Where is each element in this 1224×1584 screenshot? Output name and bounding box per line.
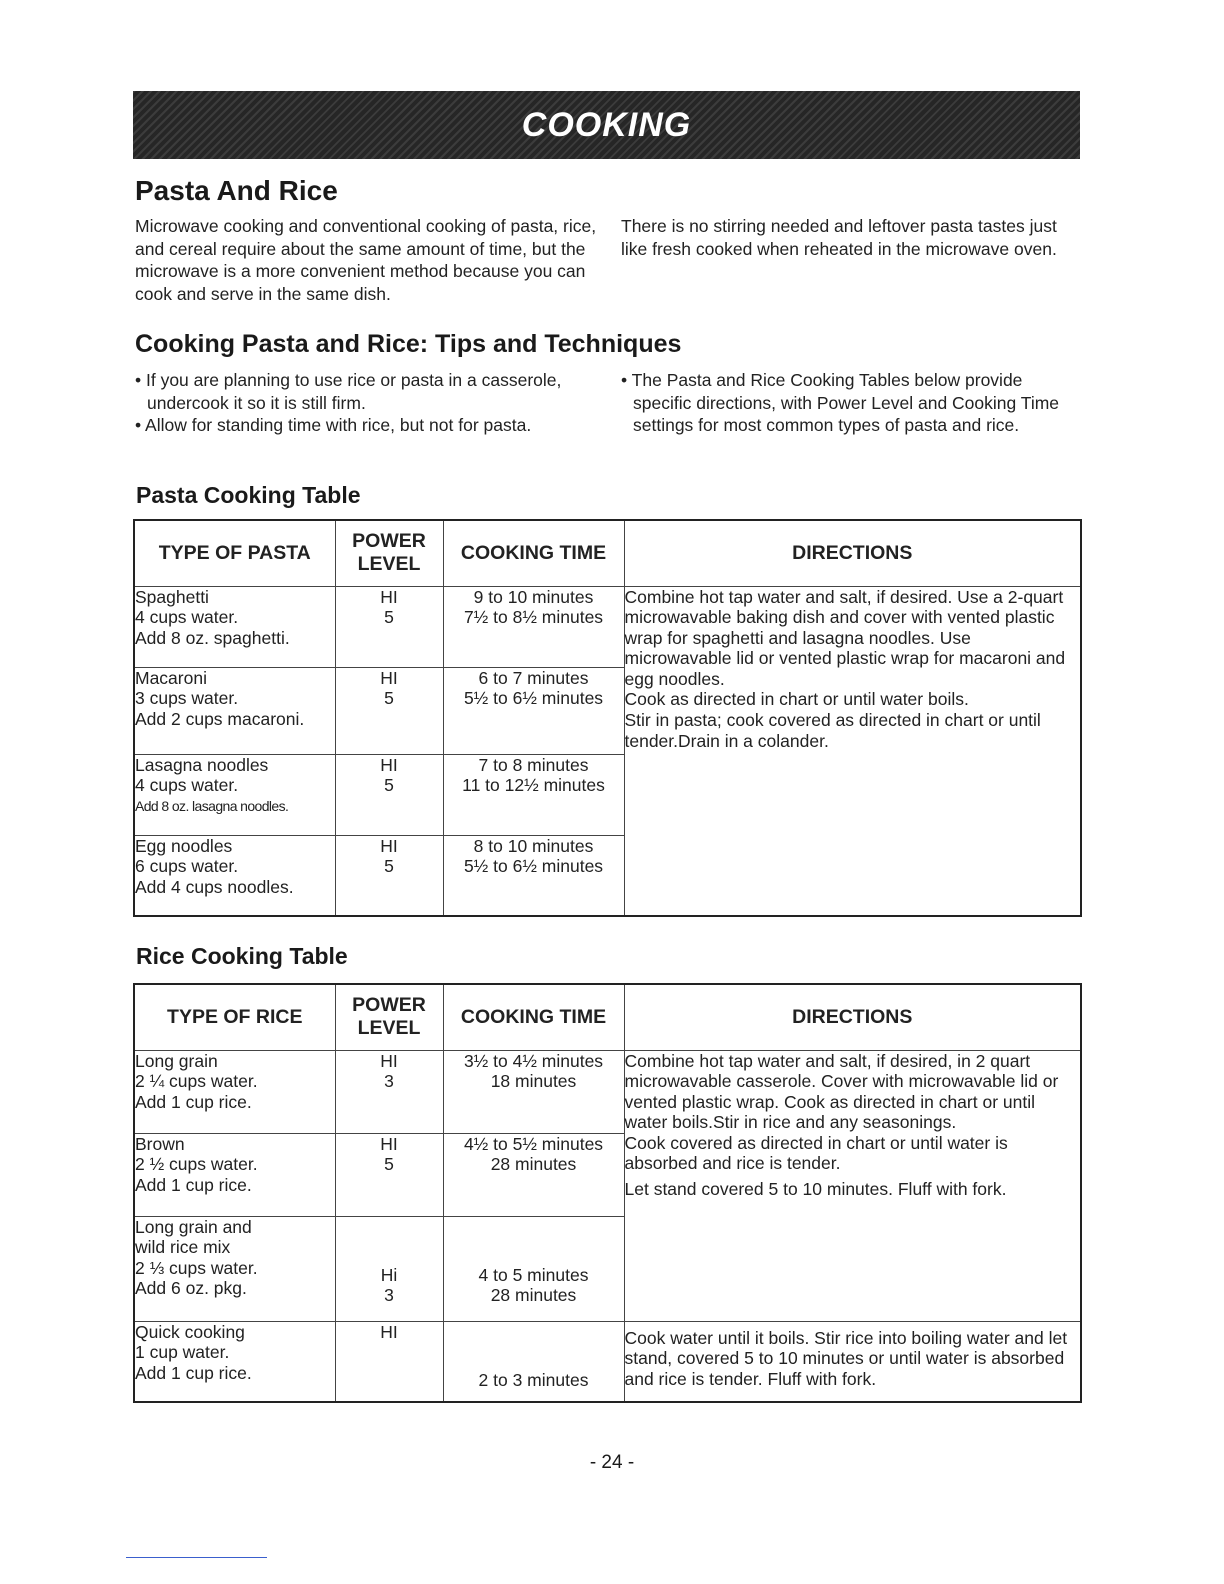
cooking-time: 7½ to 8½ minutes (463, 607, 604, 628)
header-line: POWER (352, 994, 426, 1017)
power-level: HI (380, 1050, 398, 1071)
column-header-power (335, 520, 443, 586)
cooking-time: 28 minutes (490, 1285, 577, 1306)
cooking-time: 6 to 7 minutes (478, 667, 589, 688)
section-title-pasta-and-rice: Pasta And Rice (135, 175, 338, 206)
pasta-name: Egg noodles (135, 835, 233, 856)
column-header-directions: DIRECTIONS (624, 984, 1081, 1050)
table-row (134, 1321, 1081, 1402)
cooking-time: 5½ to 6½ minutes (463, 856, 604, 877)
cooking-time: 18 minutes (490, 1071, 577, 1092)
pasta-name: Lasagna noodles (135, 754, 269, 775)
add-amount: Add 1 cup rice. (135, 1362, 252, 1383)
water-amount: 4 cups water. (135, 607, 239, 628)
water-amount: 6 cups water. (135, 856, 239, 877)
add-amount: Add 1 cup rice. (135, 1091, 252, 1112)
water-amount: 2 ⅓ cups water. (135, 1257, 258, 1278)
add-amount: Add 6 oz. pkg. (135, 1278, 247, 1299)
power-level: 5 (384, 856, 394, 877)
pasta-cooking-table (133, 519, 1082, 917)
tip-bullet: • If you are planning to use rice or pasta in a casserole, undercook it so it is still firm. (135, 370, 562, 413)
add-amount: Add 4 cups noodles. (135, 876, 294, 897)
banner-title: COOKING (521, 105, 692, 144)
power-level: HI (380, 1133, 398, 1154)
cooking-time: 11 to 12½ minutes (462, 775, 605, 796)
rice-cooking-table (133, 983, 1082, 1403)
power-level: HI (380, 1321, 398, 1342)
column-header-time: COOKING TIME (443, 520, 624, 586)
pasta-table-title: Pasta Cooking Table (136, 482, 361, 508)
power-level: Hi (380, 1264, 398, 1285)
cooking-time: 4 to 5 minutes (478, 1264, 589, 1285)
column-header-power (335, 984, 443, 1050)
pasta-name: Spaghetti (135, 586, 209, 607)
header-line: POWER (352, 530, 426, 553)
pasta-directions (624, 586, 1081, 916)
tip-bullet: • The Pasta and Rice Cooking Tables below provide specific directions, with Power Level and Cooking Time settings for most common types of pasta and rice. (621, 370, 1060, 435)
power-level: HI (380, 835, 398, 856)
intro-paragraph-right: There is no stirring needed and leftover pasta tastes just like fresh cooked when reheated in the microwave oven. (621, 216, 1057, 259)
rice-name: Long grain (135, 1050, 218, 1071)
cooking-time: 9 to 10 minutes (473, 586, 594, 607)
rice-name: Quick cooking (135, 1321, 245, 1342)
direction-text: Combine hot tap water and salt, if desired. Use a 2-quart microwavable baking dish and cover with vented plastic wrap for spaghetti and lasagna noodles. Use microwavable lid or vented plastic wrap for macaroni and egg noodles. (624, 586, 1066, 689)
water-amount: 3 cups water. (135, 688, 239, 709)
direction-text: Cook water until it boils. Stir rice into boiling water and let stand, covered 5 to 10 minutes or until water is absorbed and rice is tender. Fluff with fork. (624, 1327, 1068, 1389)
cooking-time: 28 minutes (490, 1154, 577, 1175)
power-level: 5 (384, 688, 394, 709)
power-level: HI (380, 754, 398, 775)
add-amount: Add 2 cups macaroni. (135, 708, 305, 729)
direction-text: Let stand covered 5 to 10 minutes. Fluff with fork. (624, 1179, 1007, 1200)
add-amount: Add 1 cup rice. (135, 1174, 252, 1195)
water-amount: 1 cup water. (135, 1342, 230, 1363)
header-line: LEVEL (357, 1017, 421, 1040)
power-level: 5 (384, 775, 394, 796)
water-amount: 2 ½ cups water. (135, 1154, 258, 1175)
intro-paragraph-left: Microwave cooking and conventional cooking of pasta, rice, and cereal require about the same amount of time, but the microwave is a more convenient method because you can cook and serve in the same dish. (135, 216, 597, 304)
column-header-type: TYPE OF PASTA (134, 520, 335, 586)
power-level: 5 (384, 607, 394, 628)
add-amount: Add 8 oz. lasagna noodles. (135, 797, 289, 814)
tips-title: Cooking Pasta and Rice: Tips and Techniques (135, 330, 682, 358)
power-level: 3 (384, 1071, 394, 1092)
direction-text: Stir in pasta; cook covered as directed in chart or until tender.Drain in a colander. (624, 710, 1041, 751)
rice-directions (624, 1050, 1081, 1321)
rice-table-title: Rice Cooking Table (136, 943, 348, 969)
cooking-time: 3½ to 4½ minutes (463, 1050, 604, 1071)
header-line: LEVEL (357, 553, 421, 576)
tip-bullet: • Allow for standing time with rice, but not for pasta. (135, 415, 532, 435)
power-level: HI (380, 667, 398, 688)
water-amount: 2 ¼ cups water. (135, 1071, 258, 1092)
cooking-time: 7 to 8 minutes (478, 754, 589, 775)
cooking-time: 2 to 3 minutes (478, 1369, 589, 1390)
power-level: HI (380, 586, 398, 607)
water-amount: 4 cups water. (135, 775, 239, 796)
column-header-time: COOKING TIME (443, 984, 624, 1050)
rice-name-line2: wild rice mix (135, 1237, 231, 1258)
power-level: 3 (384, 1285, 394, 1306)
power-level: 5 (384, 1154, 394, 1175)
cooking-time: 4½ to 5½ minutes (463, 1133, 604, 1154)
column-header-type: TYPE OF RICE (134, 984, 335, 1050)
cooking-time: 8 to 10 minutes (473, 835, 594, 856)
footer-rule (126, 1557, 267, 1558)
cooking-time: 5½ to 6½ minutes (463, 688, 604, 709)
column-header-directions: DIRECTIONS (624, 520, 1081, 586)
rice-name: Brown (135, 1133, 185, 1154)
page-number: - 24 - (589, 1452, 635, 1473)
table-row (134, 586, 1081, 667)
direction-text: Combine hot tap water and salt, if desired, in 2 quart microwavable casserole. Cover with microwavable lid or vented plastic wrap. Cook as directed in chart or until water boils.Stir in rice and any seasonings. (624, 1050, 1059, 1133)
pasta-name: Macaroni (135, 667, 207, 688)
add-amount: Add 8 oz. spaghetti. (135, 627, 290, 648)
rice-name: Long grain and (135, 1216, 252, 1237)
table-row (134, 1050, 1081, 1133)
direction-text: Cook as directed in chart or until water boils. (624, 689, 969, 710)
direction-text: Cook covered as directed in chart or until water is absorbed and rice is tender. (624, 1132, 1008, 1174)
section-banner (133, 91, 1080, 159)
